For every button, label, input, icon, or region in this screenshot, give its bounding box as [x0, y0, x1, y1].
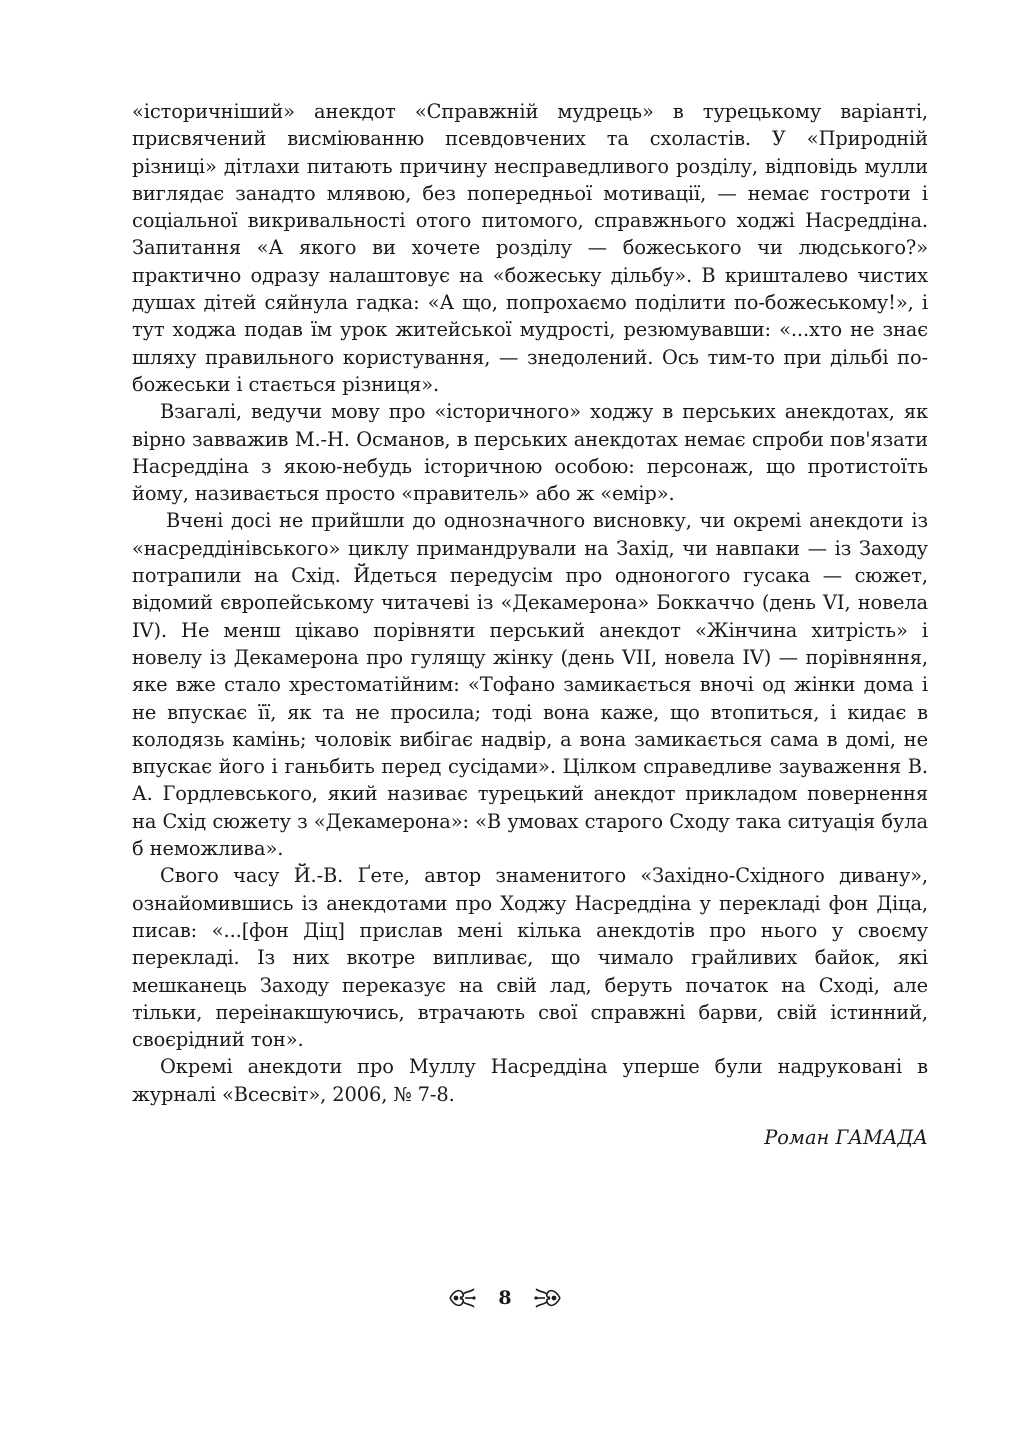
- paragraph-3: Вчені досі не прийшли до однозначного висновку, чи окремі анекдоти із «насреддінівського» циклу примандрували на Захід, чи навпаки — із Заходу потрапили на Схід. Йдеться передусім про одноногого гусака — сюжет, відомий європейському читачеві із «Декамерона» Боккаччо (день VI, новела IV). Не менш цікаво порівняти перський анекдот «Жінчина хитрість» і новелу із Декамерона про гулящу жінку (день VII, новела IV) — порівняння, яке вже стало хрестоматійним: «Тофано замикається вночі од жінки дома і не впускає її, як та не просила; тоді вона каже, що втопиться, і кидає в колодязь камінь; чоловік вибігає надвір, а вона замикається сама в домі, не впускає його і ганьбить перед сусідами». Цілком справедливе зауваження В. А. Гордлевського, який називає турецький анекдот прикладом повернення на Схід сюжету з «Декамерона»: «В умовах старого Сходу така ситуація була б неможлива».: [132, 509, 928, 861]
- paragraph-5: Окремі анекдоти про Муллу Насреддіна уперше були надруковані в журналі «Всесвіт», 2006, № 7-8.: [132, 1055, 928, 1106]
- paragraph-1: «історичніший» анекдот «Справжній мудрець» в турецькому варіанті, присвячений висміюванню псевдовчених та схоластів. У «Природній різниці» дітлахи питають причину несправедливого розділу, відповідь мулли виглядає занадто млявою, без попередньої мотивації, — немає гостроти і соціальної викривальності отого питомого, справжнього ходжі Насреддіна. Запитання «А якого ви хочете розділу — божеського чи людського?» практично одразу налаштовує на «божеську дільбу». В кришталево чистих душах дітей сяйнула гадка: «А що, попрохаємо поділити по-божеському!», і тут ходжа подав їм урок житейської мудрості, резюмувавши: «...хто не знає шляху правильного користування, — знедолений. Ось тим-то при дільбі по-божеськи і стається різниця».: [132, 100, 928, 396]
- author-signature: Роман ГАМАДА: [764, 1125, 928, 1149]
- paragraph-2: Взагалі, ведучи мову про «історичного» ходжу в перських анекдотах, як вірно завважив М.-Н. Османов, в перських анекдотах немає спроби пов'язати Насреддіна з якою-небудь історичною особою: персонаж, що протистоїть йому, називається просто «правитель» або ж «емір».: [132, 400, 928, 506]
- paragraph-4: Свого часу Й.-В. Ґете, автор знаменитого «Західно-Східного дивану», ознайомившись із анекдотами про Ходжу Насреддіна у перекладі фон Діца, писав: «...[фон Діц] прислав мені кілька анекдотів про нього у своєму перекладі. Із них вкотре випливає, що чимало грайливих байок, які мешканець Заходу переказує на свій лад, беруть початок на Сході, але тільки, переінакшуючись, втрачають свої справжні барви, свій істинний, своєрідний тон».: [132, 864, 928, 1052]
- fleuron-ornament-left-icon: [447, 1285, 477, 1311]
- page-footer: [0, 1282, 1010, 1314]
- page-body: [132, 98, 928, 1151]
- fleuron-ornament-right-icon: [533, 1285, 563, 1311]
- page-number: 8: [498, 1287, 512, 1309]
